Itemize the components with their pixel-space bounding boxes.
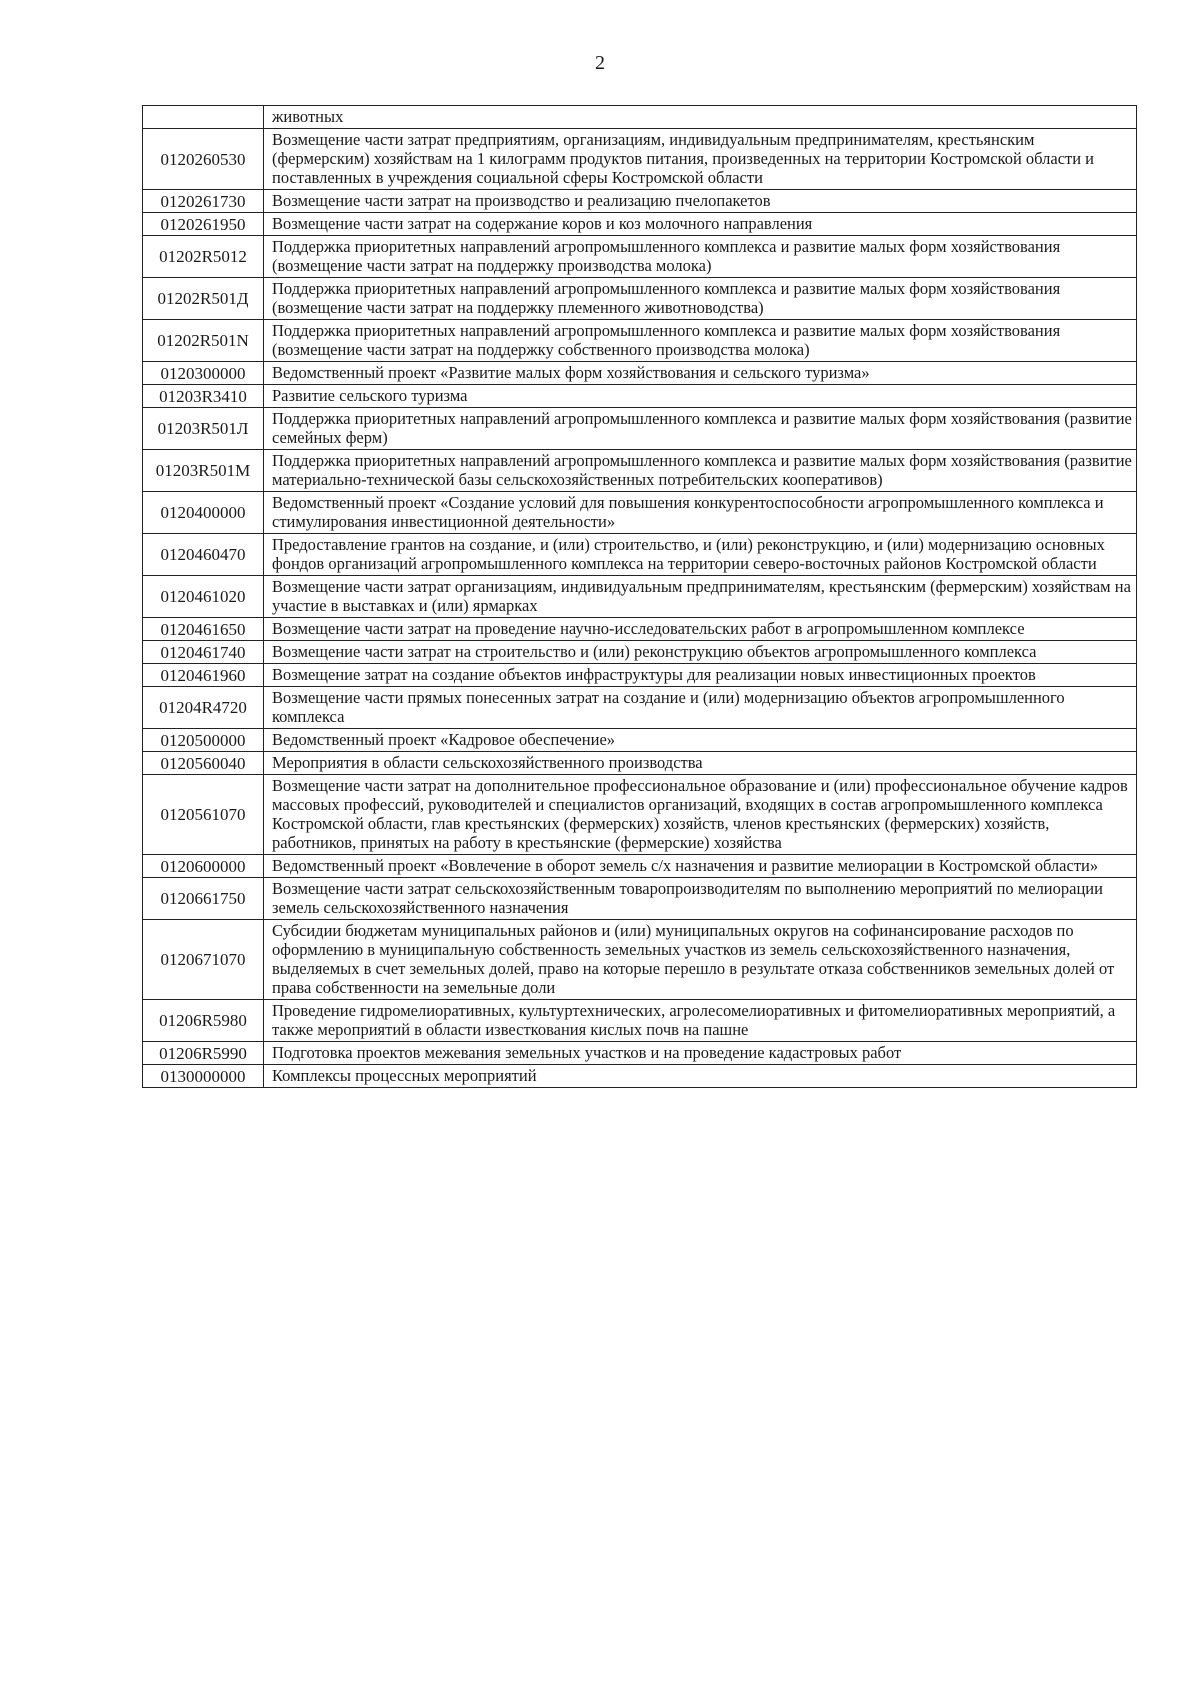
row-code: 0130000000 xyxy=(143,1065,264,1088)
table-row xyxy=(143,687,1137,729)
table-row xyxy=(143,492,1137,534)
table-row xyxy=(143,534,1137,576)
table-row xyxy=(143,106,1137,129)
row-description: Мероприятия в области сельскохозяйственного производства xyxy=(264,752,1137,775)
row-description: Ведомственный проект «Вовлечение в оборот земель с/х назначения и развитие мелиорации в Костромской области» xyxy=(264,855,1137,878)
row-description: Субсидии бюджетам муниципальных районов и (или) муниципальных округов на софинансирование расходов по оформлению в муниципальную собственность земельных участков из земель сельскохозяйственного назначения, выделяемых в счет земельных долей, право на которые перешло в результате отказа собственников земельных долей от права собственности на земельные доли xyxy=(264,920,1137,1000)
table-row xyxy=(143,320,1137,362)
row-code: 0120461020 xyxy=(143,576,264,618)
row-description: Подготовка проектов межевания земельных участков и на проведение кадастровых работ xyxy=(264,1042,1137,1065)
row-description: Ведомственный проект «Развитие малых форм хозяйствования и сельского туризма» xyxy=(264,362,1137,385)
row-description: Ведомственный проект «Создание условий для повышения конкурентоспособности агропромышленного комплекса и стимулирования инвестиционной деятельности» xyxy=(264,492,1137,534)
table-row xyxy=(143,1042,1137,1065)
row-code: 01203R501M xyxy=(143,450,264,492)
table-row xyxy=(143,920,1137,1000)
row-description: Предоставление грантов на создание, и (или) строительство, и (или) реконструкцию, и (или) модернизацию основных фондов организаций агропромышленного комплекса на территории северо-восточных районов Костромской области xyxy=(264,534,1137,576)
row-description: Возмещение части затрат на проведение научно-исследовательских работ в агропромышленном комплексе xyxy=(264,618,1137,641)
table-row xyxy=(143,752,1137,775)
table-row xyxy=(143,618,1137,641)
table-row xyxy=(143,385,1137,408)
table-row xyxy=(143,664,1137,687)
row-description: Возмещение части затрат сельскохозяйственным товаропроизводителям по выполнению мероприятий по мелиорации земель сельскохозяйственного назначения xyxy=(264,878,1137,920)
row-description: Поддержка приоритетных направлений агропромышленного комплекса и развитие малых форм хозяйствования (возмещение части затрат на поддержку племенного животноводства) xyxy=(264,278,1137,320)
budget-codes-table xyxy=(142,105,1137,1088)
row-description: Поддержка приоритетных направлений агропромышленного комплекса и развитие малых форм хозяйствования (возмещение части затрат на поддержку собственного производства молока) xyxy=(264,320,1137,362)
row-code: 0120560040 xyxy=(143,752,264,775)
row-code: 01203R501Л xyxy=(143,408,264,450)
row-description: Поддержка приоритетных направлений агропромышленного комплекса и развитие малых форм хозяйствования (развитие материально-технической базы сельскохозяйственных потребительских кооперативов) xyxy=(264,450,1137,492)
row-code: 0120461650 xyxy=(143,618,264,641)
table-row xyxy=(143,362,1137,385)
table-row xyxy=(143,855,1137,878)
row-code: 0120661750 xyxy=(143,878,264,920)
row-description: Проведение гидромелиоративных, культуртехнических, агролесомелиоративных и фитомелиоративных мероприятий, а также мероприятий в области известкования кислых почв на пашне xyxy=(264,1000,1137,1042)
row-code: 0120261730 xyxy=(143,190,264,213)
table-row xyxy=(143,190,1137,213)
page-number: 2 xyxy=(595,52,605,74)
row-code: 0120260530 xyxy=(143,129,264,190)
row-description: Развитие сельского туризма xyxy=(264,385,1137,408)
row-description: Поддержка приоритетных направлений агропромышленного комплекса и развитие малых форм хозяйствования (развитие семейных ферм) xyxy=(264,408,1137,450)
row-code: 01206R5990 xyxy=(143,1042,264,1065)
table-row xyxy=(143,576,1137,618)
row-code: 0120300000 xyxy=(143,362,264,385)
table-row xyxy=(143,878,1137,920)
row-description: Возмещение части затрат организациям, индивидуальным предпринимателям, крестьянским (фермерским) хозяйствам на участие в выставках и (или) ярмарках xyxy=(264,576,1137,618)
table-row xyxy=(143,408,1137,450)
row-code: 0120261950 xyxy=(143,213,264,236)
row-code: 0120600000 xyxy=(143,855,264,878)
row-code: 0120400000 xyxy=(143,492,264,534)
row-code: 0120561070 xyxy=(143,775,264,855)
row-code: 0120500000 xyxy=(143,729,264,752)
table-row xyxy=(143,129,1137,190)
table-row xyxy=(143,213,1137,236)
table-row xyxy=(143,1000,1137,1042)
row-description: Возмещение части затрат на производство и реализацию пчелопакетов xyxy=(264,190,1137,213)
row-description: Возмещение части затрат на строительство и (или) реконструкцию объектов агропромышленного комплекса xyxy=(264,641,1137,664)
row-code: 01206R5980 xyxy=(143,1000,264,1042)
table-row xyxy=(143,236,1137,278)
table-row xyxy=(143,641,1137,664)
row-code: 01203R3410 xyxy=(143,385,264,408)
row-description: Возмещение затрат на создание объектов инфраструктуры для реализации новых инвестиционных проектов xyxy=(264,664,1137,687)
row-code xyxy=(143,106,264,129)
row-code: 0120671070 xyxy=(143,920,264,1000)
table-row xyxy=(143,775,1137,855)
row-description: Поддержка приоритетных направлений агропромышленного комплекса и развитие малых форм хозяйствования (возмещение части затрат на поддержку производства молока) xyxy=(264,236,1137,278)
row-code: 01202R5012 xyxy=(143,236,264,278)
table-row xyxy=(143,450,1137,492)
row-code: 01202R501N xyxy=(143,320,264,362)
table-body xyxy=(143,106,1137,1088)
row-description: Возмещение части затрат на содержание коров и коз молочного направления xyxy=(264,213,1137,236)
row-code: 0120460470 xyxy=(143,534,264,576)
row-code: 01204R4720 xyxy=(143,687,264,729)
row-code: 0120461960 xyxy=(143,664,264,687)
table-row xyxy=(143,729,1137,752)
row-description: Возмещение части прямых понесенных затрат на создание и (или) модернизацию объектов агропромышленного комплекса xyxy=(264,687,1137,729)
row-description: Комплексы процессных мероприятий xyxy=(264,1065,1137,1088)
row-code: 01202R501Д xyxy=(143,278,264,320)
table-row xyxy=(143,278,1137,320)
row-description: Возмещение части затрат предприятиям, организациям, индивидуальным предпринимателям, крестьянским (фермерским) хозяйствам на 1 килограмм продуктов питания, произведенных на территории Костромской области и поставленных в учреждения социальной сферы Костромской области xyxy=(264,129,1137,190)
row-description: животных xyxy=(264,106,1137,129)
row-description: Ведомственный проект «Кадровое обеспечение» xyxy=(264,729,1137,752)
row-code: 0120461740 xyxy=(143,641,264,664)
table-row xyxy=(143,1065,1137,1088)
row-description: Возмещение части затрат на дополнительное профессиональное образование и (или) профессиональное обучение кадров массовых профессий, руководителей и специалистов организаций, входящих в состав агропромышленного комплекса Костромской области, глав крестьянских (фермерских) хозяйств, членов крестьянских (фермерских) хозяйств, работников, принятых на работу в крестьянские (фермерские) хозяйства xyxy=(264,775,1137,855)
